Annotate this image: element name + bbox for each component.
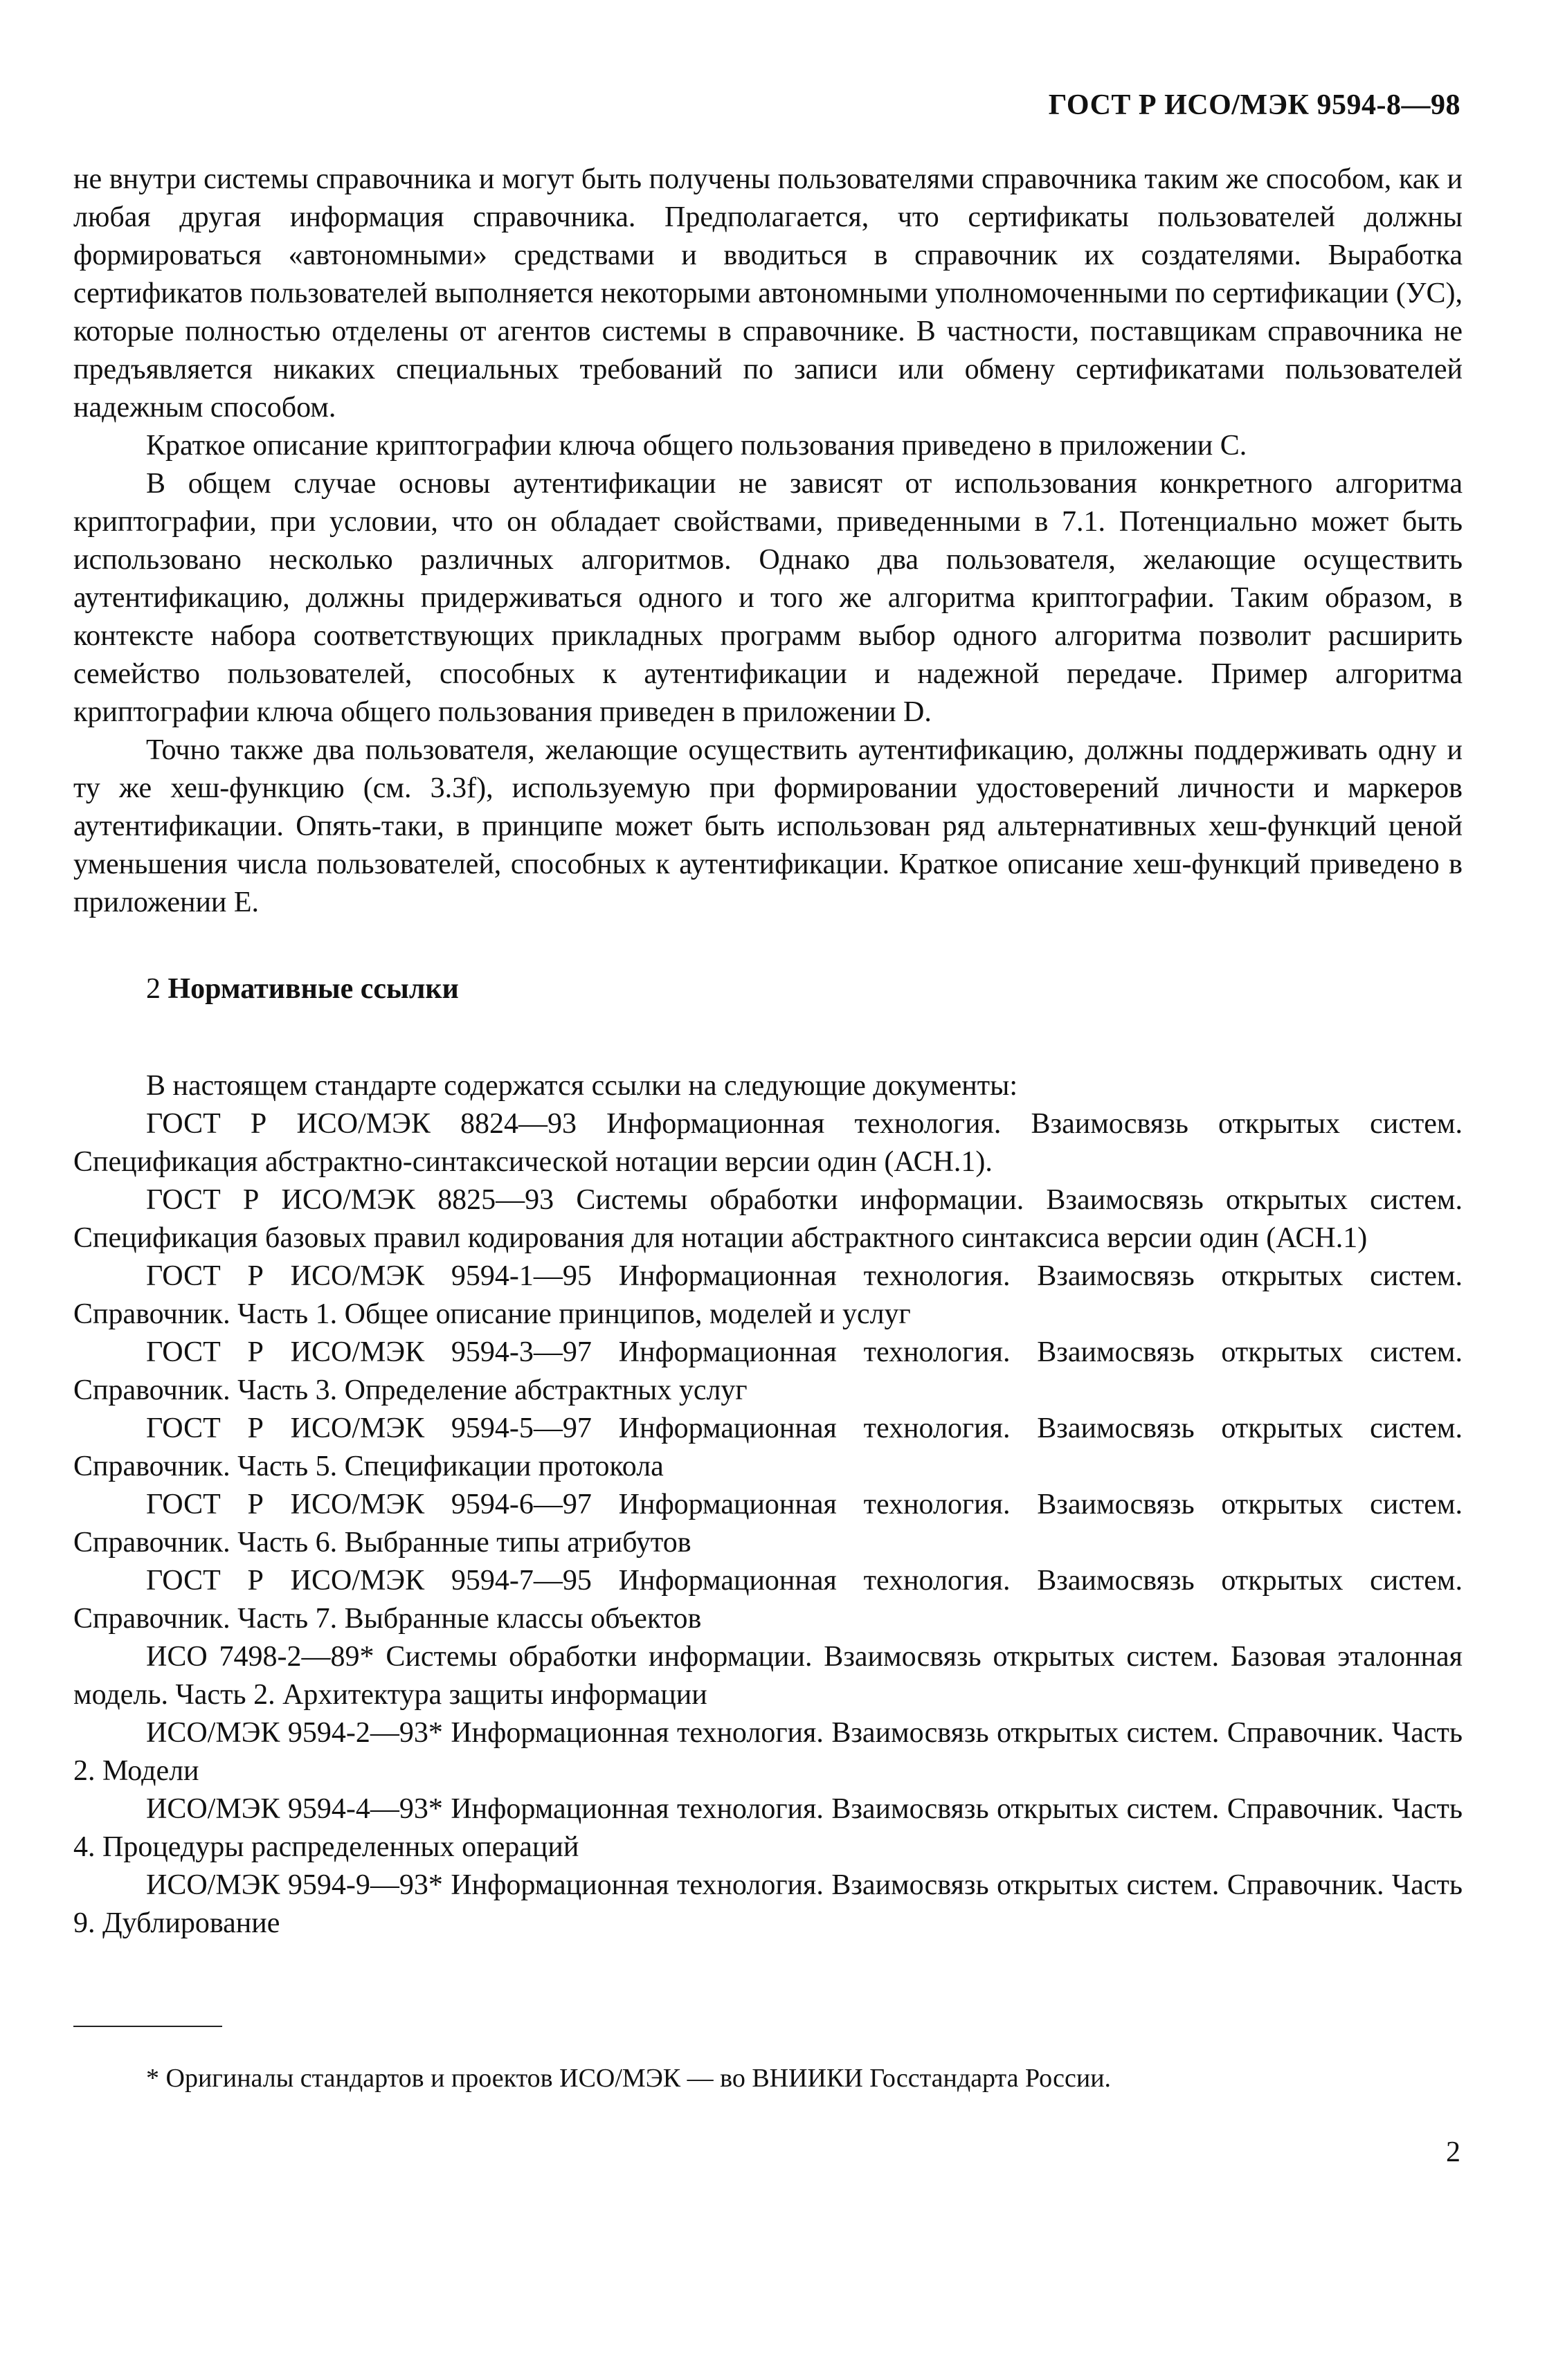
- paragraph-intro-1: не внутри системы справочника и могут быть получены пользователями справочника таким же способом, как и любая другая информация справочника. Предполагается, что сертификаты пользователей должны формироваться «автономными» средствами и вводиться в справочник их создателями. Выработка сертификатов пользователей выполняется некоторыми автономными уполномоченными по сертификации (УС), которые полностью отделены от агентов системы в справочнике. В частности, поставщикам справочника не предъявляется никаких специальных требований по записи или обмену сертификатами пользователей надежным способом.: [73, 163, 1463, 424]
- footnote: * Оригиналы стандартов и проектов ИСО/МЭК — во ВНИИКИ Госстандарта России.: [146, 2064, 1112, 2093]
- section-title: Нормативные ссылки: [168, 973, 459, 1005]
- page-header: ГОСТ Р ИСО/МЭК 9594-8—98: [1048, 89, 1460, 121]
- section-heading: [73, 970, 1463, 1008]
- reference-item: ИСО/МЭК 9594-9—93* Информационная технология. Взаимосвязь открытых систем. Справочник. Часть 9. Дублирование: [73, 1869, 1463, 1939]
- reference-item: ГОСТ Р ИСО/МЭК 9594-3—97 Информационная технология. Взаимосвязь открытых систем. Справочник. Часть 3. Определение абстрактных услуг: [73, 1336, 1463, 1406]
- paragraph-intro-2: Краткое описание криптографии ключа общего пользования приведено в приложении С.: [146, 430, 1247, 462]
- paragraph-intro-4: Точно также два пользователя, желающие осуществить аутентификацию, должны поддерживать одну и ту же хеш-функцию (см. 3.3f), используемую при формировании удостоверений личности и маркеров аутентификации. Опять-таки, в принципе может быть использован ряд альтернативных хеш-функций ценой уменьшения числа пользователей, способных к аутентификации. Краткое описание хеш-функций приведено в приложении Е.: [73, 734, 1463, 918]
- section-number: 2: [146, 973, 161, 1005]
- paragraph-intro-3: В общем случае основы аутентификации не зависят от использования конкретного алгоритма криптографии, при условии, что он обладает свойствами, приведенными в 7.1. Потенциально может быть использовано несколько различных алгоритмов. Однако два пользователя, желающие осуществить аутентификацию, должны придерживаться одного и того же алгоритма криптографии. Таким образом, в контексте набора соответствующих прикладных программ выбор одного алгоритма позволит расширить семейство пользователей, способных к аутентификации и надежной передаче. Пример алгоритма криптографии ключа общего пользования приведен в приложении D.: [73, 468, 1463, 728]
- reference-item: ИСО/МЭК 9594-2—93* Информационная технология. Взаимосвязь открытых систем. Справочник. Часть 2. Модели: [73, 1717, 1463, 1787]
- reference-item: ИСО 7498-2—89* Системы обработки информации. Взаимосвязь открытых систем. Базовая эталонная модель. Часть 2. Архитектура защиты информации: [73, 1641, 1463, 1711]
- page-number: 2: [1446, 2136, 1460, 2168]
- reference-item: ГОСТ Р ИСО/МЭК 8825—93 Системы обработки информации. Взаимосвязь открытых систем. Спецификация базовых правил кодирования для нотации абстрактного синтаксиса версии один (АСН.1): [73, 1184, 1463, 1254]
- reference-item: ИСО/МЭК 9594-4—93* Информационная технология. Взаимосвязь открытых систем. Справочник. Часть 4. Процедуры распределенных операций: [73, 1793, 1463, 1863]
- reference-item: ГОСТ Р ИСО/МЭК 9594-7—95 Информационная технология. Взаимосвязь открытых систем. Справочник. Часть 7. Выбранные классы объектов: [73, 1565, 1463, 1635]
- footnote-divider: [73, 2026, 222, 2027]
- reference-item: ГОСТ Р ИСО/МЭК 9594-1—95 Информационная технология. Взаимосвязь открытых систем. Справочник. Часть 1. Общее описание принципов, моделей и услуг: [73, 1260, 1463, 1330]
- section-lead: В настоящем стандарте содержатся ссылки на следующие документы:: [146, 1070, 1017, 1102]
- reference-item: ГОСТ Р ИСО/МЭК 9594-6—97 Информационная технология. Взаимосвязь открытых систем. Справочник. Часть 6. Выбранные типы атрибутов: [73, 1489, 1463, 1559]
- reference-item: ГОСТ Р ИСО/МЭК 8824—93 Информационная технология. Взаимосвязь открытых систем. Спецификация абстрактно-синтаксической нотации версии один (АСН.1).: [73, 1108, 1463, 1178]
- reference-item: ГОСТ Р ИСО/МЭК 9594-5—97 Информационная технология. Взаимосвязь открытых систем. Справочник. Часть 5. Спецификации протокола: [73, 1412, 1463, 1482]
- page-body: [73, 161, 1463, 1943]
